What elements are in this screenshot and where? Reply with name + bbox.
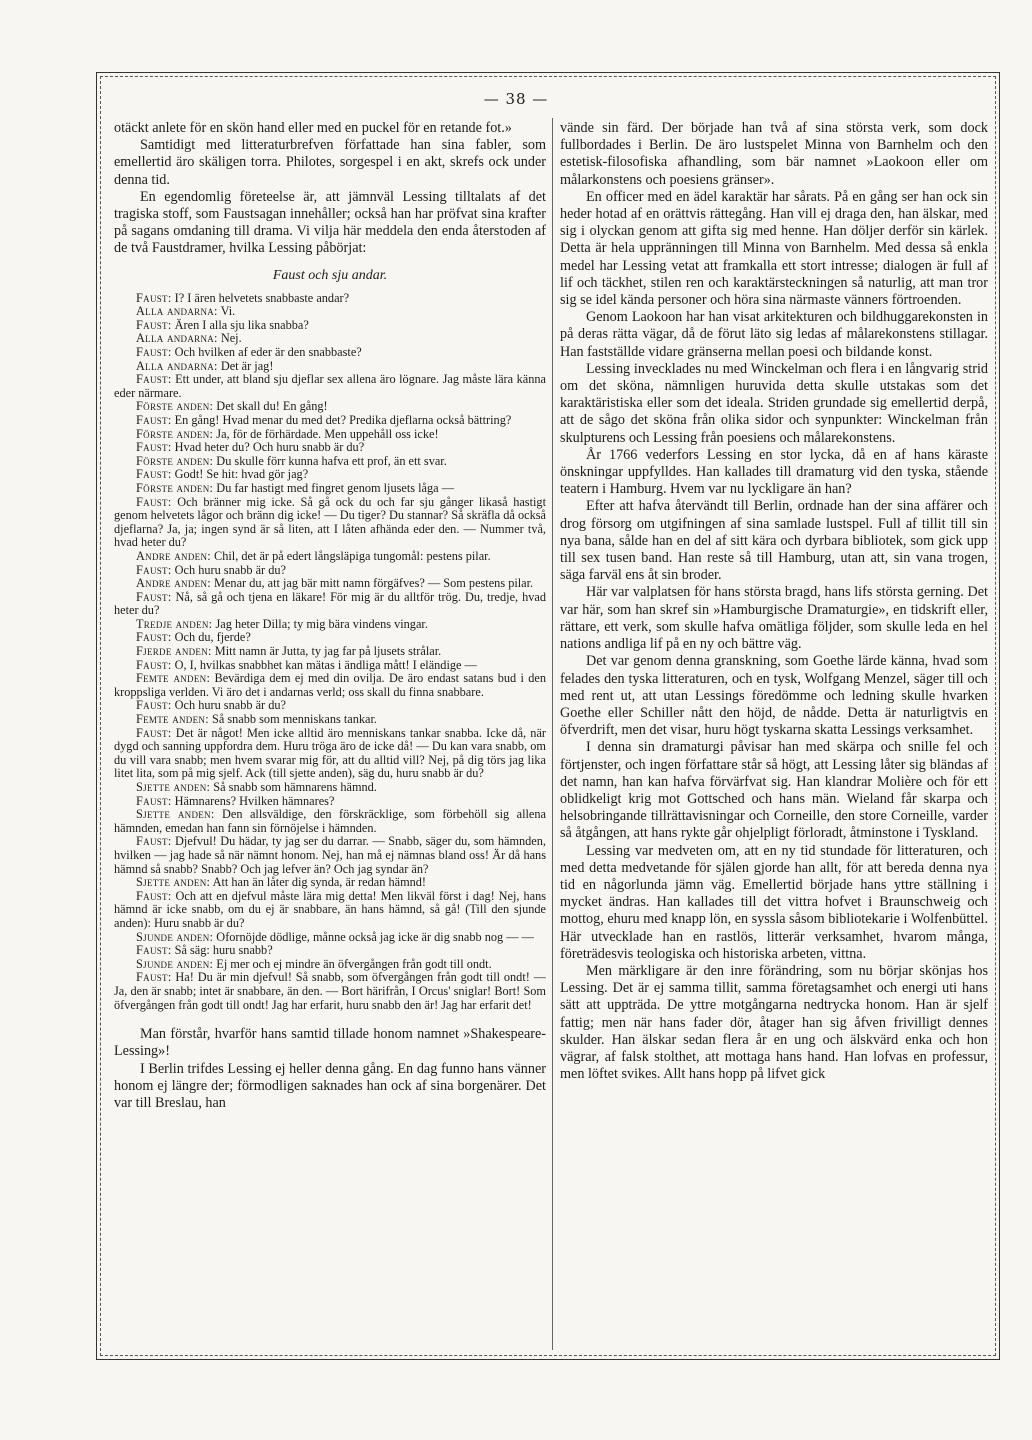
dialogue-line (114, 455, 546, 469)
dialogue-line (114, 971, 546, 1012)
dialogue-line (114, 414, 546, 428)
speaker-name: Faust: (136, 290, 172, 305)
page-number: — 38 — (483, 90, 549, 108)
dialogue-text: Bevärdiga dem ej med din ovilja. De äro endast satans bud i den kroppsliga verlden. Vi äro det i andarnas verld; oss skall du finna snabbare. (114, 671, 546, 699)
dialogue-text: Mitt namn är Jutta, ty jag far på ljusets strålar. (211, 644, 442, 659)
speaker-name: Förste anden: (136, 480, 214, 495)
dialogue-line (114, 577, 546, 591)
dialogue-text: Ja, för de förhärdade. Men uppehåll oss icke! (213, 426, 439, 441)
paragraph: Här var valplatsen för hans största bragd, hans lifs största gerning. Det var här, som han skref sin »Hamburgische Dramaturgie», en tidskrift eller, rättare, ett verk, som skulle hafva omätliga följder, som skulle leda en hel nations andliga lif på en ny och bättre väg. (560, 584, 988, 653)
dialogue-text: Och att en djefvul måste lära mig detta! Men likväl först i dag! Nej, hans hämnd är icke snabb, om du ej är snabbare, än hans hämnd, så gå! (Till den sjunde anden): Huru snabb är du? (114, 888, 546, 930)
dialogue-text: Och bränner mig icke. Så gå ock du och far sju gånger likaså hastigt genom helvetets lågor och bränn dig icke! — Du tiger? Du stannar? Så skräfla då också djeflarna? Ja, ja; ingen synd är så liten, att I låten afhända eder den. — Nummer två, hvad heter du? (114, 494, 546, 550)
dialogue-text: Ett under, att bland sju djeflar sex allena äro lögnare. Jag måste lära känna eder närmare. (114, 372, 546, 400)
dialogue-line (114, 305, 546, 319)
dialogue-text: Att han än låter dig synda, är redan hämnd! (210, 875, 427, 890)
speaker-name: Sjette anden: (136, 807, 215, 822)
speaker-name: Alla andarna: (136, 304, 218, 319)
dialogue-text: Ha! Du är min djefvul! Så snabb, som öfvergången från godt till ondt! — Ja, den är snabb; intet är snabbare, än den. — Bort härifrån, I Orcus' sniglar! Bort! Som öfvergången från godt till ondt! Jag har erfarit, huru snabb den är! Jag har erfarit det! (114, 970, 546, 1012)
dialogue-text: Jag heter Dilla; ty mig bära vindens vingar. (212, 616, 428, 631)
dialogue-line (114, 713, 546, 727)
dialogue-text: Ären I alla sju lika snabba? (171, 317, 309, 332)
speaker-name: Fjerde anden: (136, 644, 212, 659)
paragraph: I Berlin trifdes Lessing ej heller denna gång. En dag funno hans vänner honom ej längre der; förmodligen saknades han ock af sina borgenärer. Det var till Breslau, han (114, 1060, 546, 1111)
dialogue-text: Det är jag! (217, 358, 274, 373)
dialogue-text: Så snabb som hämnarens hämnd. (210, 780, 377, 794)
dialogue-text: O, I, hvilkas snabbhet kan mätas i ändliga mått! I eländige — (171, 657, 477, 672)
dialogue-line (114, 876, 546, 890)
dialogue-text: Menar du, att jag bär mitt namn förgäfves? — Som pestens pilar. (210, 576, 534, 591)
dialogue-line (114, 496, 546, 550)
speaker-name: Tredje anden: (136, 616, 213, 631)
right-column (560, 120, 988, 1350)
paragraph: En egendomlig företeelse är, att jämnväl Lessing tilltalats af det tragiska stoff, som Faustsagan innehåller; också han har pröfvat sina krafter på sagans omdaning till drama. Vi vilja här meddela den enda återstoden af de två Faustdramer, hvilka Lessing påbörjat: (114, 188, 546, 257)
dialogue-text: Så säg: huru snabb? (171, 943, 273, 958)
dialogue-line (114, 564, 546, 578)
dialogue-line (114, 618, 546, 632)
paragraph: Genom Laokoon har han visat arkitekturen och bildhuggarekonsten in på deras rätta vägar, då de förut läto sig ledas af målarekonstens stillagar. Han fastställde vidare gränserna mellan poesi och bildande konst. (560, 309, 988, 360)
speaker-name: Faust: (136, 467, 172, 482)
speaker-name: Faust: (136, 494, 172, 509)
dialogue-line (114, 672, 546, 699)
speaker-name: Faust: (136, 834, 172, 849)
paragraph: Lessing invecklades nu med Winckelman och flera i en långvarig strid om det sköna, nämnligen huruvida detta skulle utstakas som det karaktäristiska eller som det ideala. Striden grundade sig emellertid derpå, att de sågo det sköna från olika sidor och synpunkter: Winckelman från skulpturens och Lessing från poesiens och målarekonstens. (560, 360, 988, 446)
paragraph: Man förstår, hvarför hans samtid tillade honom namnet »Shakespeare-Lessing»! (114, 1026, 546, 1060)
speaker-name: Faust: (136, 630, 172, 645)
dialogue-line (114, 482, 546, 496)
dialogue-line (114, 468, 546, 482)
dialogue-line (114, 428, 546, 442)
column-divider (552, 118, 553, 1350)
dialogue-line (114, 292, 546, 306)
dialogue-text: Det är något! Men icke alltid äro menniskans tankar snabba. Icke då, när dygd och sanning uppfordra dem. Huru tröga äro de icke då! — Du kan vara snabb, om du vill vara snabb; men hvem svarar mig för, att du alltid vill? Nej, på dig törs jag lika litet lita, som på mig sjelf. Ack (till sjette anden), säg du, huru snabb är du? (114, 725, 546, 781)
dialogue-line (114, 808, 546, 835)
dialogue-text: Nå, så gå och tjena en läkare! För mig är du alltför trög. Du, tredje, hvad heter du? (114, 589, 546, 618)
dialogue-line (114, 931, 546, 945)
speaker-name: Faust: (136, 970, 172, 985)
speaker-name: Faust: (136, 317, 172, 332)
speaker-name: Faust: (136, 440, 172, 455)
dialogue-text: Vi. (217, 304, 236, 319)
speaker-name: Faust: (136, 657, 172, 672)
paragraph: I denna sin dramaturgi påvisar han med skärpa och snille fel och förtjenster, och ingen författare står så högt, att Lessing låter sig bländas af det namn, han kan hafva förvärfvat sig. Han klandrar Molière och för ett oblidkeligt krig mot Gottsched och hans män. Wieland får skarpa och helsobringande tillrättavisningar och Corneille, den store Corneille, varder så åtgången, att hans rykte går ohjelpligt förloradt, åtminstone i Tyskland. (560, 739, 988, 842)
dialogue-line (114, 332, 546, 346)
speaker-name: Faust: (136, 943, 172, 958)
speaker-name: Sjunde anden: (136, 956, 214, 971)
left-column (114, 120, 546, 1350)
dialogue-text: Hämnarens? Hvilken hämnares? (171, 793, 335, 808)
speaker-name: Faust: (136, 698, 172, 713)
paragraph: År 1766 vederfors Lessing en stor lycka, då en af hans käraste önskningar uppfylldes. Han kallades till dramaturg vid den tyska, stående teatern i Hamburg. Hvem var nu lyckligare än han? (560, 446, 988, 498)
dialogue-text: En gång! Hvad menar du med det? Predika djeflarna också bättring? (171, 412, 512, 427)
dialogue-line (114, 441, 546, 455)
speaker-name: Faust: (136, 372, 172, 387)
dialogue-line (114, 659, 546, 673)
dialogue-line (114, 400, 546, 414)
dialogue-line (114, 890, 546, 931)
dialogue-text: Och du, fjerde? (171, 630, 251, 645)
section-title: Faust och sju andar. (272, 267, 388, 283)
speaker-name: Förste anden: (136, 399, 214, 414)
speaker-name: Faust: (136, 562, 172, 577)
dialogue-text: Och huru snabb är du? (171, 562, 286, 577)
paragraph: En officer med en ädel karaktär har sårats. På en gång ser han ock sin heder hotad af en orättvis rättegång. Han vill ej draga den, han älskar, med sig i olyckan genom att gifta sig med henne. Han döljer derför sin kärlek. Detta är hela uppränningen till Minna von Barnhelm. Med dessa så enkla medel har Lessing vetat att framkalla ett stort intresse; dialogen är full af lif och täckhet, stilen ren och karaktärsteckningen så naturlig, att man tror sig se idel kända personer och höra sina närmaste vänners förtroenden. (560, 188, 988, 309)
dialogue-text: Och hvilken af eder är den snabbaste? (171, 345, 362, 359)
dialogue-line (114, 550, 546, 564)
dialogue-line (114, 645, 546, 659)
dialogue-text: Den allsväldige, den förskräcklige, som förbehöll sig allena hämnden, emedan han fann sin förnöjelse i hämnden. (114, 807, 546, 835)
paragraph: Efter att hafva återvändt till Berlin, ordnade han der sina affärer och drog försorg om utgifningen af sina samlade lustspel. Full af tillit till sin nya bana, sålde han en del af sitt kära och dyrbara bibliotek, som gick upp till sex tusen band. Han reste så till Hamburg, utan att, sin vana trogen, säga farväl ens åt sin broder. (560, 498, 988, 584)
dialogue-line (114, 795, 546, 809)
speaker-name: Sjette anden: (136, 875, 211, 890)
speaker-name: Alla andarna: (136, 358, 218, 373)
speaker-name: Sjette anden: (136, 780, 211, 794)
speaker-name: Förste anden: (136, 453, 214, 468)
speaker-name: Faust: (136, 793, 172, 808)
dialogue-text: Du skulle förr kunna hafva ett prof, än ett svar. (213, 453, 447, 468)
paragraph: Samtidigt med litteraturbrefven författade han sina fabler, som emellertid äro skäligen torra. Philotes, sorgespel i en akt, skrefs ock under denna tid. (114, 137, 546, 188)
dialogue-text: Djefvul! Du hädar, ty jag ser du darrar. — Snabb, säger du, som hämnden, hvilken — jag hade så när nämnt honom. Nej, han må ej nämnas bland oss! Är då hans hämnd så snabb? Snabb? Och jag lefver än? Och jag syndar än? (114, 834, 546, 876)
dialogue-line (114, 360, 546, 374)
dialogue-line (114, 373, 546, 400)
paragraph: Det var genom denna granskning, som Goethe lärde känna, hvad som felades den tyska litteraturen, och en tysk, Wolfgang Menzel, säger till och med rent ut, att utan Lessings föredömme och ledning skulle hvarken Goethe eller Schiller nått den höjd, de nådde. Detta är naturligtvis en öfverdrift, men det visar, huru högt tyskarna skatta Lessings verksamhet. (560, 653, 988, 739)
dialogue-text: Ej mer och ej mindre än öfvergången från godt till ondt. (213, 956, 492, 971)
speaker-name: Faust: (136, 412, 172, 427)
dialogue-line (114, 591, 546, 618)
dialogue-text: Du far hastigt med fingret genom ljusets låga — (213, 480, 454, 495)
dialogue-text: Det skall du! En gång! (213, 399, 328, 414)
dialogue-line (114, 727, 546, 781)
dialogue-block (114, 292, 546, 1012)
dialogue-line (114, 699, 546, 713)
dialogue-text: Och huru snabb är du? (171, 698, 286, 713)
dialogue-text: Så snabb som menniskans tankar. (208, 712, 377, 727)
speaker-name: Andre anden: (136, 548, 211, 563)
dialogue-line (114, 944, 546, 958)
paragraph: otäckt anlete för en skön hand eller med en puckel för en retande fot.» (114, 120, 512, 136)
dialogue-line (114, 346, 546, 360)
paragraph: Men märkligare är den inre förändring, som nu börjar skönjas hos Lessing. Det är ej samma tillit, samma företagsamhet och energi uti hans sätt att uppträda. De yttre motgångarna nedtrycka honom. Han är sjelf fattig; men när hans fader dör, åtager han sig åfven frivilligt dennes skulder. Han älskar sedan flera år en ung och älskvärd enka och hon vägrar, af falsk stolthet, att mottaga hans hand. Han lofvas en professur, men löftet svikes. Allt hans hopp på lifvet gick (560, 962, 988, 1083)
speaker-name: Förste anden: (136, 426, 214, 441)
dialogue-line (114, 835, 546, 876)
dialogue-line (114, 958, 546, 972)
dialogue-text: I? I ären helvetets snabbaste andar? (171, 290, 350, 305)
speaker-name: Faust: (136, 888, 172, 903)
speaker-name: Femte anden: (136, 671, 211, 686)
dialogue-line (114, 781, 546, 795)
speaker-name: Sjunde anden: (136, 929, 214, 944)
speaker-name: Alla andarna: (136, 331, 218, 346)
dialogue-text: Hvad heter du? Och huru snabb är du? (171, 440, 365, 455)
speaker-name: Faust: (136, 589, 172, 604)
speaker-name: Faust: (136, 345, 172, 359)
dialogue-text: Chil, det är på edert långsläpiga tungomål: pestens pilar. (210, 548, 491, 563)
dialogue-text: Nej. (217, 331, 242, 346)
paragraph: Lessing var medveten om, att en ny tid stundade för litteraturen, och med detta medvetande för själen gjorde han allt, för att bereda denna nya tid en någorlunda jämn väg. Emellertid började hans yttre ställning i mycket ändras. Han kallades till det vittra hofvet i Braunschweig och mottog, ehuru med knapp lön, en syssla såsom bibliotekarie i Wolfenbüttel. Här utvecklade han en rastlös, litterär verksamhet, hvarom många, företrädesvis teologiska och historiska arbeten, vittna. (560, 842, 988, 962)
dialogue-text: Godt! Se hit: hvad gör jag? (171, 467, 309, 482)
speaker-name: Faust: (136, 725, 172, 740)
dialogue-line (114, 631, 546, 645)
speaker-name: Andre anden: (136, 576, 211, 591)
dialogue-line (114, 319, 546, 333)
dialogue-text: Ofornöjde dödlige, månne också jag icke är dig snabb nog — — (213, 929, 534, 944)
speaker-name: Femte anden: (136, 712, 209, 727)
paragraph: vände sin färd. Der började han två af sina största verk, som dock fullbordades i Berlin. De äro lustspelet Minna von Barnhelm och den estetisk-filosofiska afhandling, som bär namnet »Laokoon eller om målarkonstens och poesiens gränser». (560, 120, 988, 188)
